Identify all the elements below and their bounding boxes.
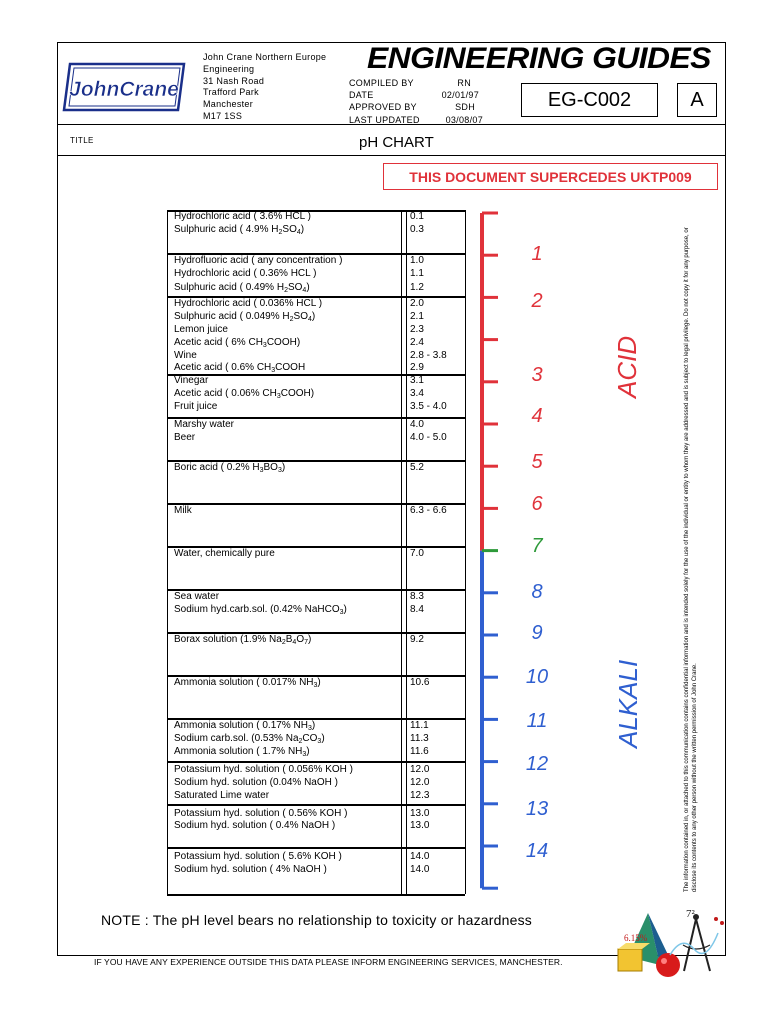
- title-label: TITLE: [70, 136, 94, 145]
- ph-scale-number: 1: [531, 243, 543, 265]
- ph-value: 5.2: [410, 462, 424, 473]
- substance-name: Sea water: [174, 591, 220, 602]
- ph-value: 2.9: [410, 362, 424, 373]
- ph-value: 13.0: [410, 820, 430, 831]
- ph-value: 7.0: [410, 548, 424, 559]
- ph-scale-number: 9: [531, 622, 543, 644]
- substance-name: Marshy water: [174, 419, 235, 430]
- substance-name: Potassium hyd. solution ( 5.6% KOH ): [174, 851, 342, 862]
- page-title: pH CHART: [359, 134, 434, 151]
- ph-value: 0.3: [410, 224, 424, 235]
- substance-name: Ammonia solution ( 0.017% $NH_3$): [174, 677, 321, 689]
- ph-scale-number: 2: [531, 290, 543, 312]
- substance-name: Hydrochloric acid ( 3.6% HCL ): [174, 211, 311, 222]
- document-meta: [349, 77, 483, 126]
- alkali-label: ALKALI: [613, 659, 643, 748]
- substance-name: Beer: [174, 432, 196, 443]
- toxicity-note: NOTE : The pH level bears no relationship to toxicity or hazardness: [101, 912, 533, 928]
- meta-value: 02/01/97: [441, 90, 479, 101]
- ph-value: 10.6: [410, 677, 430, 688]
- guide-title: ENGINEERING GUIDES: [367, 42, 711, 75]
- ph-value: 1.1: [410, 268, 424, 279]
- meta-value: SDH: [455, 102, 475, 113]
- ph-value: 1.0: [410, 255, 424, 266]
- substance-name: Sulphuric acid ( 0.49% $H_2SO_4$): [174, 282, 310, 294]
- meta-label: COMPILED BY: [349, 78, 414, 88]
- substance-name: Hydrochloric acid ( 0.36% HCL ): [174, 268, 317, 279]
- substance-name: Potassium hyd. solution ( 0.56% KOH ): [174, 808, 348, 819]
- substance-name: Lemon juice: [174, 324, 228, 335]
- substance-name: Acetic acid ( 0.06% $CH_3COOH$): [174, 388, 315, 400]
- substance-name: Milk: [174, 505, 192, 516]
- substance-name: Wine: [174, 350, 197, 361]
- ph-scale-number: 13: [525, 798, 549, 820]
- ph-scale-number: 14: [525, 840, 549, 862]
- ph-value: 11.1: [410, 720, 429, 731]
- substance-name: Acetic acid ( 6% $CH_3COOH$): [174, 337, 301, 349]
- ph-value: 2.1: [410, 311, 424, 322]
- sphere-highlight: [661, 958, 667, 964]
- curve-line: [670, 933, 718, 955]
- supercede-notice: THIS DOCUMENT SUPERCEDES UKTP009: [383, 163, 718, 190]
- ph-scale-number: 10: [525, 666, 549, 688]
- address-line: John Crane Northern Europe: [203, 52, 327, 62]
- substance-name: Fruit juice: [174, 401, 218, 412]
- john-crane-logo: [62, 58, 186, 116]
- address-line: Trafford Park: [203, 87, 259, 98]
- ph-value: 12.0: [410, 764, 430, 775]
- substance-name: Acetic acid ( 0.6% $CH_3COOH$: [174, 362, 306, 374]
- substance-name: Boric acid ( 0.2% $H_3BO_3$): [174, 462, 286, 474]
- substance-name: Sodium hyd. solution ( 0.4% NaOH ): [174, 820, 336, 831]
- table-group-divider: [167, 761, 465, 763]
- ph-scale-number: 5: [531, 451, 543, 473]
- company-address: [203, 52, 326, 123]
- table-column-rule: [465, 210, 466, 894]
- svg-text:JohnCrane: JohnCrane: [69, 78, 179, 101]
- address-line: 31 Nash Road: [203, 75, 265, 86]
- ph-value: 2.0: [410, 298, 424, 309]
- meta-value: RN: [457, 78, 471, 88]
- footer-notice: IF YOU HAVE ANY EXPERIENCE OUTSIDE THIS DATA PLEASE INFORM ENGINEERING SERVICES, MANCHESTER.: [94, 957, 563, 967]
- table-group-divider: [167, 804, 465, 806]
- ph-value: 4.0: [410, 419, 424, 430]
- ph-value: 9.2: [410, 634, 424, 645]
- ph-value: 11.3: [410, 733, 429, 744]
- legal-notice: The information contained in, or attached to this communication contains confidential information and is intended solely for the use of the individual or entity to whom they are addressed and is subject to legal privilege. Do not copy it for any purpose, or disclose its contents to any other person without the written permission of John Crane.: [684, 227, 699, 892]
- ph-value: 8.4: [410, 604, 424, 615]
- document-code: EG-C002: [521, 83, 658, 117]
- cube-shape: [618, 949, 642, 971]
- ph-value: 6.3 - 6.6: [410, 505, 447, 516]
- ph-scale-number: 8: [531, 581, 543, 603]
- ph-value: 3.5 - 4.0: [410, 401, 447, 412]
- address-line: Engineering: [203, 63, 255, 74]
- ph-value: 12.0: [410, 777, 430, 788]
- dot-shape: [720, 921, 724, 925]
- meta-label: DATE: [349, 90, 374, 101]
- address-line: Manchester: [203, 99, 254, 110]
- ph-value: 14.0: [410, 851, 430, 862]
- ph-value: 3.1: [410, 375, 424, 386]
- meta-value: 03/08/07: [445, 114, 483, 125]
- ph-value: 14.0: [410, 864, 430, 875]
- ph-scale-number: 7: [531, 535, 543, 557]
- power-label: 7²: [686, 908, 695, 920]
- ph-value: 2.8 - 3.8: [410, 350, 447, 361]
- substance-name: Hydrofluoric acid ( any concentration ): [174, 255, 343, 266]
- ph-value: 11.6: [410, 746, 429, 757]
- ph-value: 1.2: [410, 282, 424, 293]
- substance-name: Ammonia solution ( 1.7% $NH_3$): [174, 746, 310, 758]
- substance-name: Saturated Lime water: [174, 790, 270, 801]
- substance-name: Sodium carb.sol. (0.53% $Na_2CO_3$): [174, 733, 325, 745]
- compass-arc: [683, 945, 710, 949]
- table-column-rule: [401, 210, 402, 894]
- title-divider: [57, 155, 726, 156]
- ph-scale-number: 12: [525, 753, 549, 775]
- ph-value: 2.4: [410, 337, 424, 348]
- substance-name: Water, chemically pure: [174, 548, 275, 559]
- substance-name: Sulphuric acid ( 4.9% $H_2SO_4$): [174, 224, 305, 236]
- math-clipart: [598, 905, 728, 985]
- substance-name: Sulphuric acid ( 0.049% $H_2SO_4$): [174, 311, 316, 323]
- sphere-shape: [656, 953, 680, 977]
- meta-label: APPROVED BY: [349, 102, 417, 113]
- ph-value: 4.0 - 5.0: [410, 432, 447, 443]
- revision-letter: A: [677, 83, 717, 117]
- acid-label: ACID: [612, 335, 642, 398]
- substance-name: Ammonia solution ( 0.17% $NH_3$): [174, 720, 316, 732]
- substance-name: Hydrochloric acid ( 0.036% HCL ): [174, 298, 323, 309]
- meta-label: LAST UPDATED: [349, 114, 420, 125]
- ph-scale-number: 4: [531, 405, 543, 427]
- substance-name: Borax solution (1.9% $Na_2B_4O_7$): [174, 634, 312, 646]
- ph-scale-number: 11: [526, 710, 548, 732]
- substance-name: Vinegar: [174, 375, 209, 386]
- ph-scale-number: 3: [531, 364, 543, 386]
- table-column-rule: [406, 210, 407, 894]
- ph-scale-number: 6: [531, 493, 543, 515]
- ph-value: 12.3: [410, 790, 430, 801]
- ph-value: 3.4: [410, 388, 424, 399]
- substance-name: Sodium hyd. solution ( 4% NaOH ): [174, 864, 327, 875]
- substance-name: Potassium hyd. solution ( 0.056% KOH ): [174, 764, 353, 775]
- substance-name: Sodium hyd. solution (0.04% NaOH ): [174, 777, 338, 788]
- ph-value: 0.1: [410, 211, 424, 222]
- ph-value: 2.3: [410, 324, 424, 335]
- substance-name: Sodium hyd.carb.sol. (0.42% NaHCO$_3$): [174, 604, 347, 616]
- dot-shape: [714, 917, 718, 921]
- ph-value: 13.0: [410, 808, 430, 819]
- address-line: M17 1SS: [203, 110, 243, 121]
- compass-leg: [696, 919, 710, 971]
- percent-label: 6.15%: [624, 933, 648, 943]
- ph-value: 8.3: [410, 591, 424, 602]
